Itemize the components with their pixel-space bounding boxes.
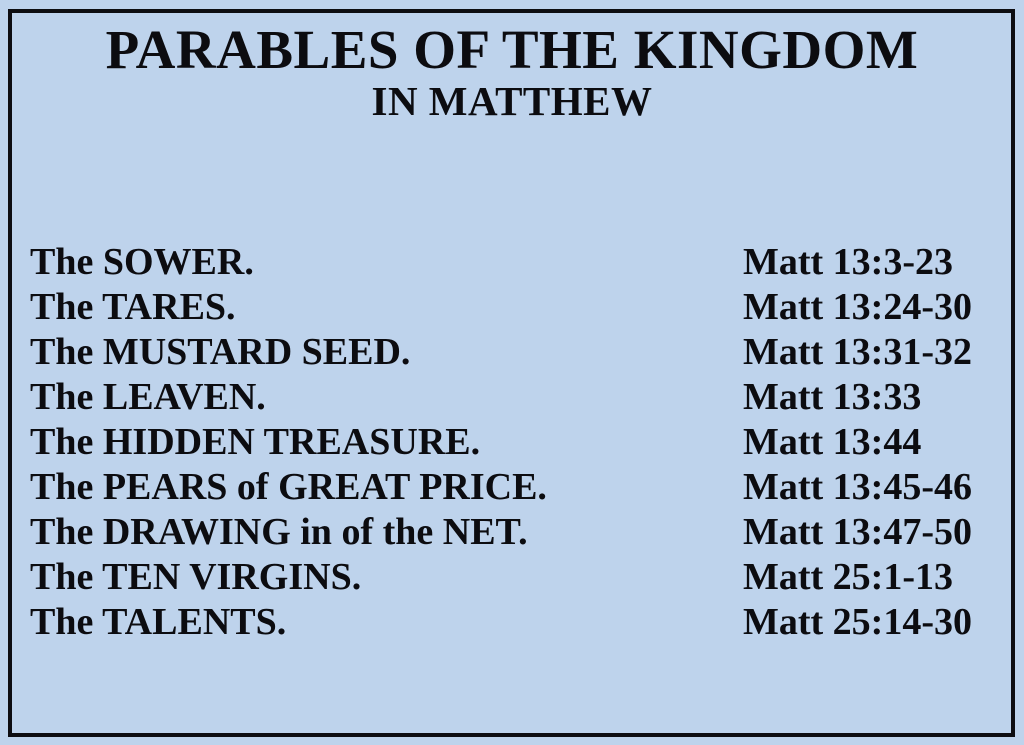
- parable-name: The TARES.: [30, 286, 236, 328]
- parable-row: [30, 285, 994, 330]
- parable-reference: Matt 13:3-23: [743, 241, 953, 283]
- parable-reference: Matt 25:1-13: [743, 556, 953, 598]
- parable-row: [30, 555, 994, 600]
- parable-row: [30, 330, 994, 375]
- parable-name: The MUSTARD SEED.: [30, 331, 411, 373]
- parable-name: The TALENTS.: [30, 601, 287, 643]
- parable-name: The LEAVEN.: [30, 376, 266, 418]
- parable-row: [30, 240, 994, 285]
- parable-row: [30, 375, 994, 420]
- parable-name: The HIDDEN TREASURE.: [30, 421, 481, 463]
- slide-title: PARABLES OF THE KINGDOM: [105, 19, 919, 80]
- parable-name: The PEARS of GREAT PRICE.: [30, 466, 547, 508]
- parable-name: The DRAWING in of the NET.: [30, 511, 528, 553]
- parable-name: The TEN VIRGINS.: [30, 556, 362, 598]
- parable-reference: Matt 25:14-30: [743, 601, 972, 643]
- parable-row: [30, 420, 994, 465]
- parable-reference: Matt 13:33: [743, 376, 922, 418]
- parable-reference: Matt 13:24-30: [743, 286, 972, 328]
- parable-list: [30, 240, 994, 645]
- parable-reference: Matt 13:47-50: [743, 511, 972, 553]
- parable-reference: Matt 13:44: [743, 421, 922, 463]
- parable-row: [30, 465, 994, 510]
- title-block: [0, 20, 1024, 122]
- parable-reference: Matt 13:31-32: [743, 331, 972, 373]
- parable-row: [30, 510, 994, 555]
- parable-reference: Matt 13:45-46: [743, 466, 972, 508]
- slide-subtitle: IN MATTHEW: [371, 77, 653, 124]
- parable-row: [30, 600, 994, 645]
- parable-name: The SOWER.: [30, 241, 254, 283]
